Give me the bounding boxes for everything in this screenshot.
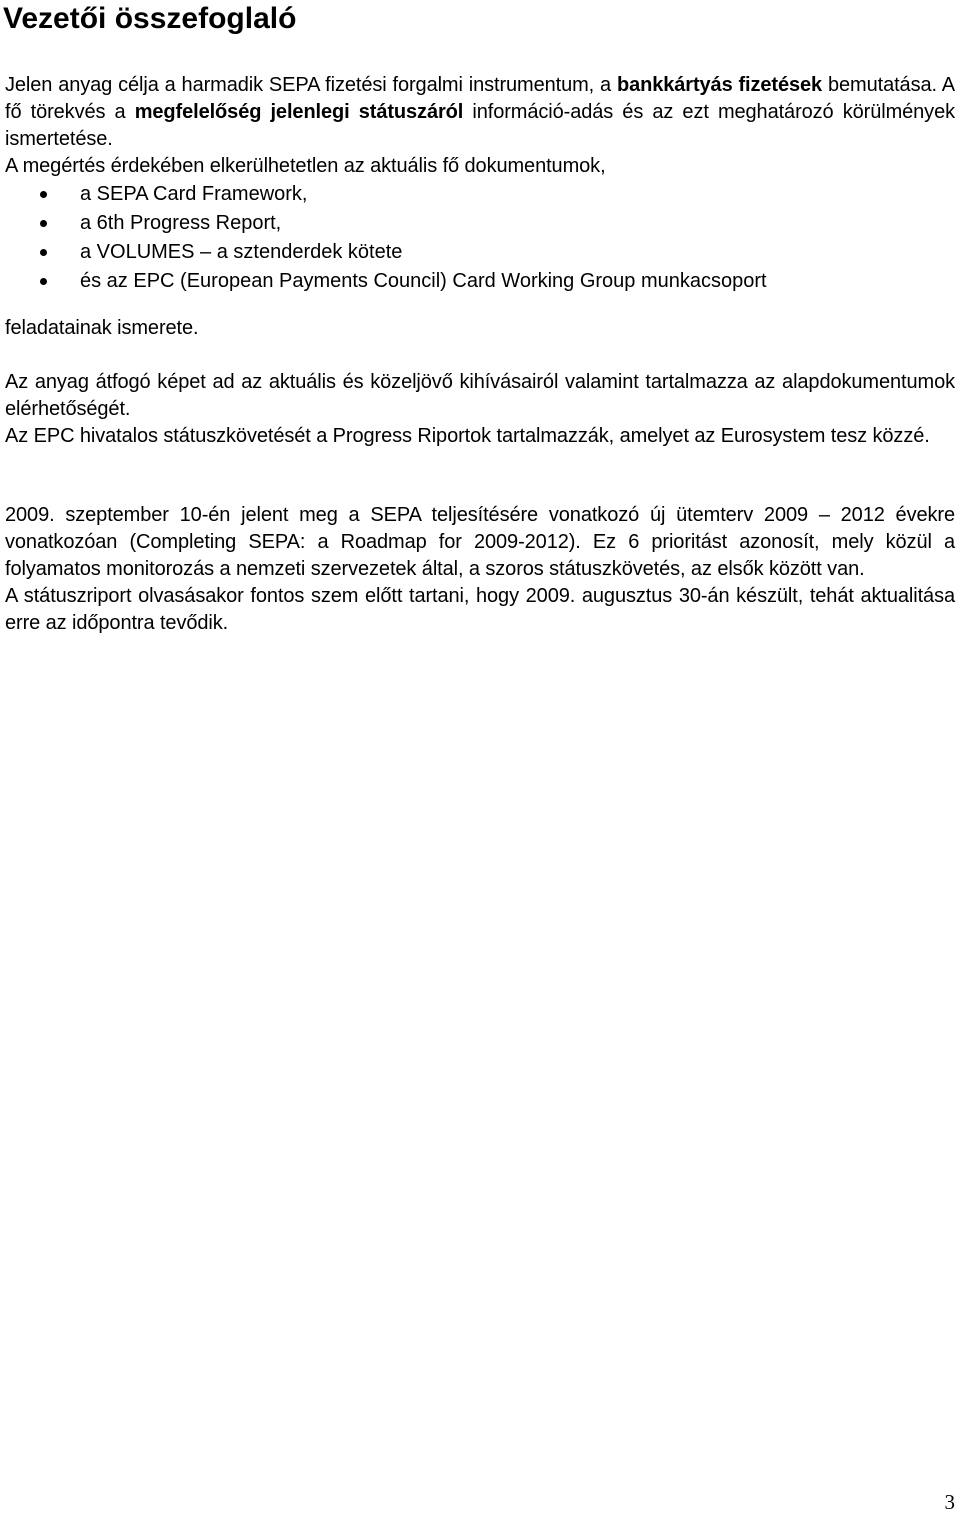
list-item-text: a VOLUMES – a sztenderdek kötete — [80, 241, 403, 263]
bullet-icon — [40, 220, 47, 227]
intro-emphasis-status: megfelelőség jelenlegi státuszáról — [134, 101, 464, 123]
bullet-icon — [40, 249, 47, 256]
list-item-text: a SEPA Card Framework, — [80, 183, 308, 205]
intro-section — [5, 72, 955, 180]
bullet-icon — [40, 191, 47, 198]
list-item — [40, 238, 767, 267]
roadmap-paragraph: 2009. szeptember 10-én jelent meg a SEPA teljesítésére vonatkozó új ütemterv 2009 – 2012 évekre vonatkozóan (Completing SEPA: a Roadmap for 2009-2012). Ez 6 prioritást azonosít, mely közül a folyamatos monitorozás a nemzeti szervezetek által, a szoros státuszkövetés, az elsők között van. — [5, 504, 955, 580]
status-report-paragraph: A státuszriport olvasásakor fontos szem előtt tartani, hogy 2009. augusztus 30-án készült, tehát aktualitása erre az időpontra tevődik. — [5, 585, 955, 634]
bullet-icon — [40, 278, 47, 285]
list-item-text: és az EPC (European Payments Council) Card Working Group munkacsoport — [80, 270, 767, 292]
intro-lead-paragraph: A megértés érdekében elkerülhetetlen az aktuális fő dokumentumok, — [5, 155, 606, 177]
list-item-text: a 6th Progress Report, — [80, 212, 282, 234]
list-item — [40, 209, 767, 238]
intro-text-1: Jelen anyag célja a harmadik SEPA fizetési forgalmi instrumentum, a — [5, 74, 617, 96]
intro-emphasis-cards: bankkártyás fizetések — [616, 74, 823, 96]
intro-text-3: információ-adás és az ezt meghatározó körülmények ismertetése. — [5, 101, 955, 150]
page-number: 3 — [944, 1490, 955, 1514]
intro-text-2: bemutatása. A fő törekvés a — [5, 74, 955, 123]
document-list — [40, 180, 767, 296]
list-item — [40, 180, 767, 209]
page-title: Vezetői összefoglaló — [3, 2, 297, 35]
roadmap-section — [5, 502, 955, 637]
overview-section — [5, 369, 955, 450]
list-item — [40, 267, 767, 296]
tasks-line: feladatainak ismerete. — [5, 317, 199, 339]
overview-paragraph: Az anyag átfogó képet ad az aktuális és közeljövő kihívásairól valamint tartalmazza az alapdokumentumok elérhetőségét. — [5, 371, 955, 420]
progress-report-paragraph: Az EPC hivatalos státuszkövetését a Progress Riportok tartalmazzák, amelyet az Eurosystem tesz közzé. — [5, 425, 930, 447]
intro-paragraph — [5, 72, 955, 153]
